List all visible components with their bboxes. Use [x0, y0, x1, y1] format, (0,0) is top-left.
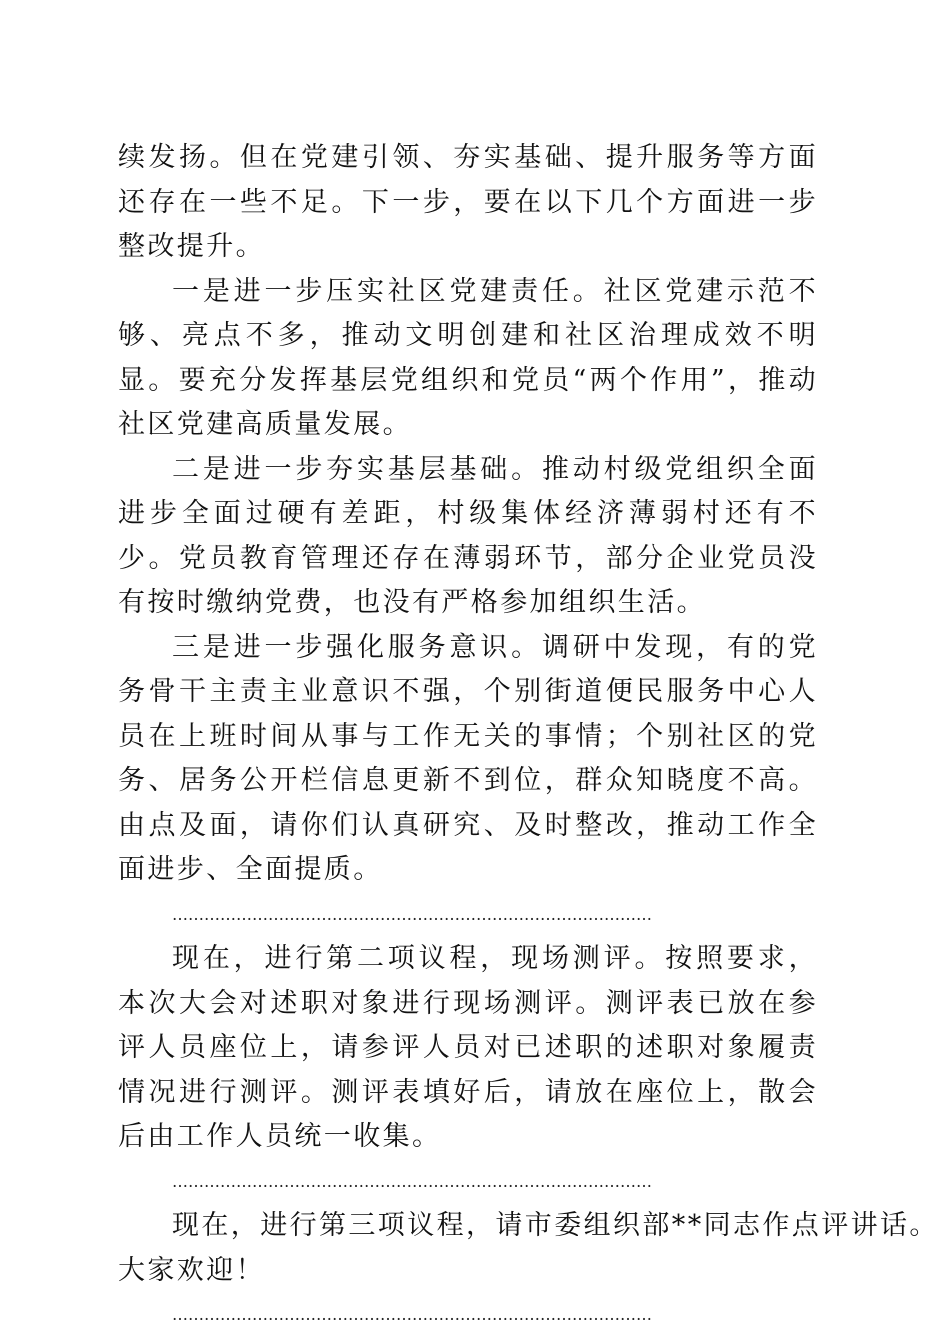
paragraph-point-two: 二是进一步夯实基层基础。推动村级党组织全面进步全面过硬有差距，村级集体经济薄弱村还有不少。党员教育管理还存在薄弱环节，部分企业党员没有按时缴纳党费，也没有严格参加组织生活。: [118, 453, 818, 618]
paragraph-welcome: 大家欢迎！: [118, 1254, 265, 1286]
paragraph-agenda-two: 现在，进行第二项议程，现场测评。按照要求，本次大会对述职对象进行现场测评。测评表已放在参评人员座位上，请参评人员对已述职的述职对象履责情况进行测评。测评表填好后，请放在座位上，散会后由工作人员统一收集。: [118, 943, 818, 1152]
paragraph-point-one: 一是进一步压实社区党建责任。社区党建示范不够、亮点不多，推动文明创建和社区治理成效不明显。要充分发挥基层党组织和党员“两个作用”，推动社区党建高质量发展。: [118, 275, 818, 440]
ellipsis-separator: ………………………………………………………………………………: [172, 1305, 652, 1324]
ellipsis-separator: ………………………………………………………………………………: [172, 1171, 652, 1191]
paragraph-agenda-three: 现在，进行第三项议程，请市委组织部**同志作点评讲话。: [172, 1210, 939, 1241]
paragraph-point-three: 三是进一步强化服务意识。调研中发现，有的党务骨干主责主业意识不强，个别街道便民服务中心人员在上班时间从事与工作无关的事情；个别社区的党务、居务公开栏信息更新不到位，群众知晓度不高。由点及面，请你们认真研究、及时整改，推动工作全面进步、全面提质。: [118, 631, 818, 885]
ellipsis-separator: ………………………………………………………………………………: [172, 904, 652, 924]
document-body: [118, 136, 939, 1338]
paragraph-continuation: 续发扬。但在党建引领、夯实基础、提升服务等方面还存在一些不足。下一步，要在以下几个方面进一步整改提升。: [118, 142, 818, 262]
